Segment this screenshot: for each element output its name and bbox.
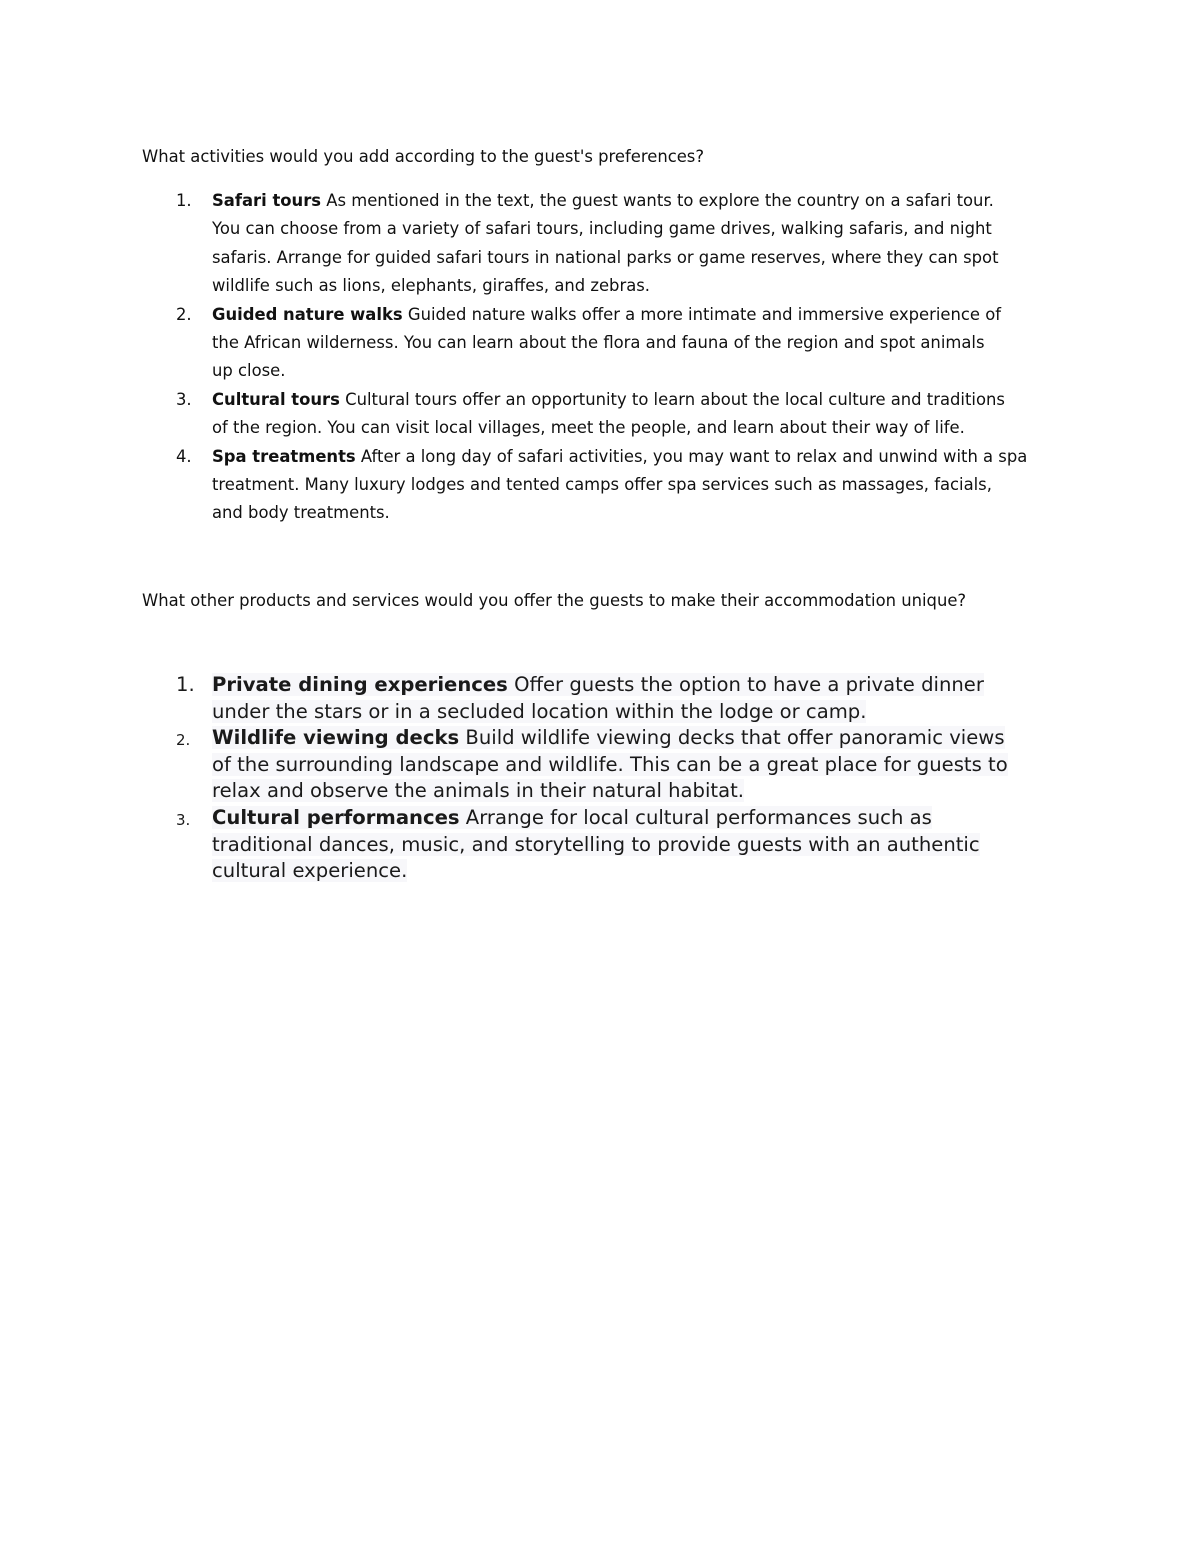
item-title: Cultural tours: [212, 389, 340, 409]
item-text: Guided nature walks offer a more intimate and immersive experience of: [407, 304, 1002, 324]
list-item: [176, 443, 1076, 528]
list-item: [176, 386, 1076, 443]
item-text: wildlife such as lions, elephants, giraffes, and zebras.: [212, 276, 650, 296]
item-text: the African wilderness. You can learn about the flora and fauna of the region and spot animals: [212, 333, 985, 353]
item-text: up close.: [212, 361, 286, 381]
item-text: As mentioned in the text, the guest wants to explore the country on a safari tour.: [326, 191, 994, 210]
item-text: under the stars or in a secluded location within the lodge or camp.: [212, 699, 867, 723]
item-number: 1.: [176, 191, 192, 210]
item-text: You can choose from a variety of safari tours, including game drives, walking safaris, and night: [212, 219, 992, 239]
item-number: 3.: [176, 810, 191, 829]
item-text: After a long day of safari activities, you may want to relax and unwind with a spa: [360, 446, 1028, 466]
item-number: 2.: [176, 731, 191, 750]
item-text: cultural experience.: [212, 859, 408, 883]
item-text: Cultural tours offer an opportunity to learn about the local culture and traditions: [345, 389, 1005, 409]
item-number: 3.: [176, 389, 192, 409]
item-title: Private dining experiences: [212, 673, 508, 696]
question-services: What other products and services would you offer the guests to make their accommodation unique?: [142, 591, 967, 610]
services-list: [176, 672, 1076, 885]
list-item: [176, 805, 1076, 885]
item-title: Guided nature walks: [212, 304, 403, 324]
item-number: 1.: [176, 673, 195, 696]
item-text: safaris. Arrange for guided safari tours in national parks or game reserves, where they can spot: [212, 247, 999, 267]
item-title: Spa treatments: [212, 446, 356, 466]
list-item: [176, 301, 1076, 386]
item-text: and body treatments.: [212, 503, 390, 523]
item-title: Cultural performances: [212, 805, 460, 829]
item-text: Arrange for local cultural performances such as: [465, 805, 932, 829]
item-number: 2.: [176, 304, 192, 324]
item-title: Wildlife viewing decks: [212, 726, 460, 750]
item-text: treatment. Many luxury lodges and tented camps offer spa services such as massages, facials,: [212, 475, 992, 495]
item-text: Offer guests the option to have a private dinner: [514, 673, 984, 696]
activities-list: [176, 187, 1076, 528]
item-text: of the surrounding landscape and wildlife. This can be a great place for guests to: [212, 752, 1008, 776]
item-text: traditional dances, music, and storytelling to provide guests with an authentic: [212, 832, 980, 856]
list-item: [176, 672, 1076, 725]
question-activities: What activities would you add according to the guest's preferences?: [142, 147, 705, 166]
item-text: relax and observe the animals in their natural habitat.: [212, 779, 745, 803]
item-title: Safari tours: [212, 191, 322, 210]
item-number: 4.: [176, 446, 192, 466]
list-item: [176, 187, 1076, 301]
item-text: Build wildlife viewing decks that offer panoramic views: [465, 726, 1005, 750]
item-text: of the region. You can visit local villages, meet the people, and learn about their way of life.: [212, 418, 965, 438]
list-item: [176, 725, 1076, 805]
